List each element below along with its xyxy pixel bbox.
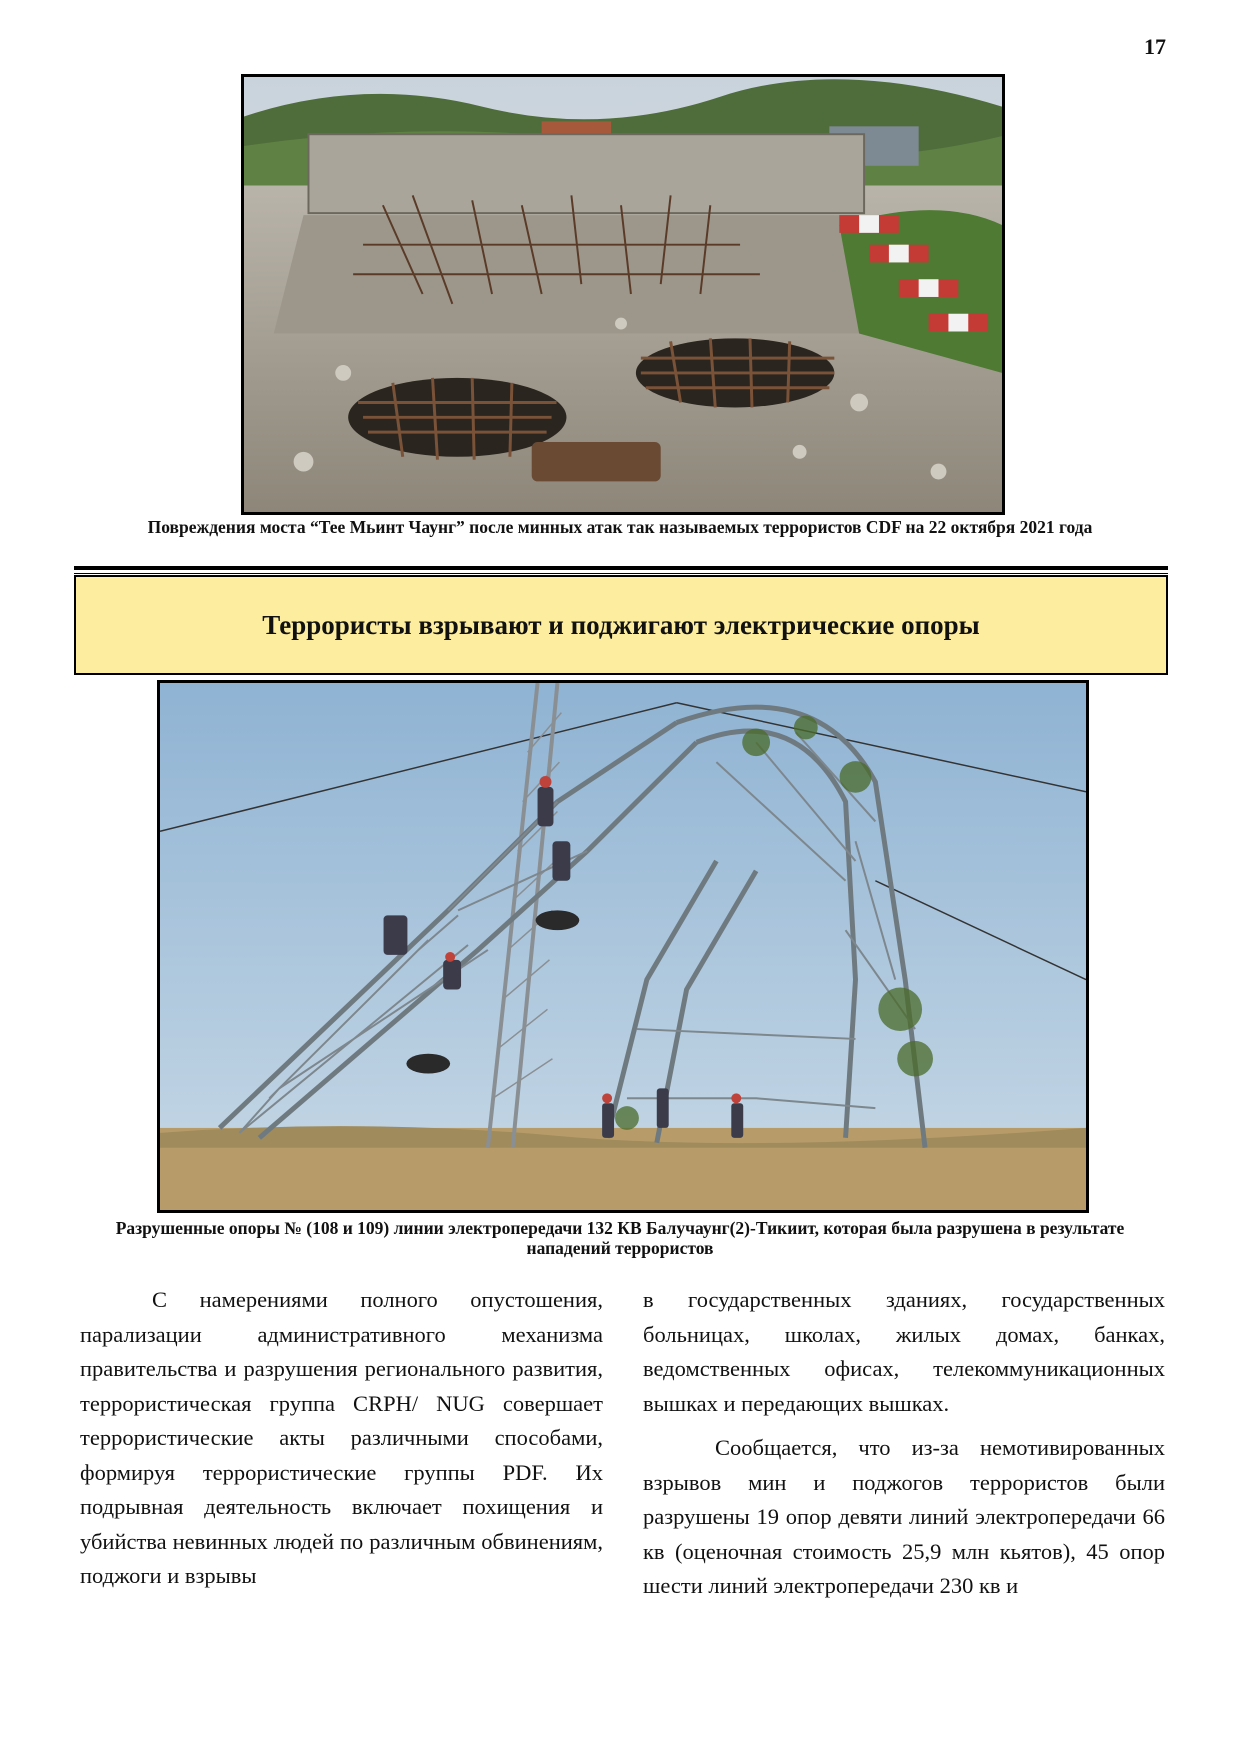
body-paragraph-continued: в государственных зданиях, государственных больницах, школах, жилых домах, банках, ведомственных офисах, телекоммуникационных вышках и передающих вышках. <box>643 1287 1165 1416</box>
bridge-damage-photo <box>241 74 1005 515</box>
collapsed-tower-photo <box>157 680 1089 1213</box>
figure-2-caption: Разрушенные опоры № (108 и 109) линии электропередачи 132 КВ Балучаунг(2)-Тикиит, которая была разрушена в результате нападений террористов <box>115 1218 1125 1258</box>
figure-1-caption: Повреждения моста “Тее Мьинт Чаунг” после минных атак так называемых террористов CDF на 22 октября 2021 года <box>147 517 1093 537</box>
section-divider-thin <box>74 573 1168 574</box>
section-heading: Террористы взрывают и поджигают электрические опоры <box>262 609 980 640</box>
body-column-left <box>80 1283 603 1594</box>
collapsed-tower-image <box>160 683 1086 1210</box>
section-divider <box>74 566 1168 570</box>
body-paragraph: С намерениями полного опустошения, парализации административного механизма правительства и разрушения регионального развития, террористическая группа CRPH/ NUG совершает террористические акты различными способами, формируя террористические группы PDF. Их подрывная деятельность включает похищения и убийства невинных людей по различным обвинениям, поджоги и взрывы <box>80 1287 603 1588</box>
bridge-damage-image <box>244 77 1002 512</box>
body-column-right <box>643 1283 1165 1604</box>
body-paragraph: Сообщается, что из-за немотивированных взрывов мин и поджогов террористов были разрушены 19 опор девяти линий электропередачи 66 кв (оценочная стоимость 25,9 млн кьятов), 45 опор шести линий электропередачи 230 кв и <box>643 1435 1165 1598</box>
section-banner <box>74 575 1168 675</box>
page-number: 17 <box>1144 34 1166 59</box>
